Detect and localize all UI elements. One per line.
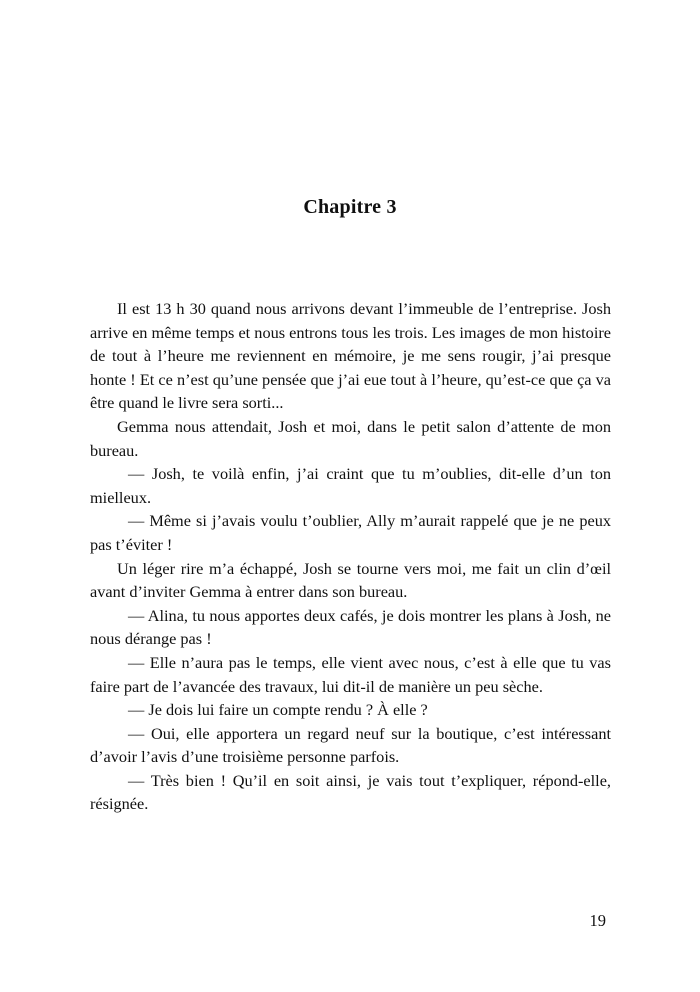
paragraph-2: Gemma nous attendait, Josh et moi, dans le petit salon d’attente de mon bureau.	[90, 416, 611, 460]
paragraph-10-dialogue: — Très bien ! Qu’il en soit ainsi, je vais tout t’expliquer, répond-elle, résignée.	[90, 770, 611, 814]
chapter-body	[90, 297, 611, 816]
paragraph-4-dialogue: — Même si j’avais voulu t’oublier, Ally m’aurait rappelé que je ne peux pas t’éviter !	[90, 511, 611, 554]
paragraph-8-dialogue: — Je dois lui faire un compte rendu ? À elle ?	[128, 700, 428, 720]
paragraph-6-dialogue: — Alina, tu nous apportes deux cafés, je dois montrer les plans à Josh, ne nous dérange pas !	[90, 605, 611, 649]
chapter-title: Chapitre 3	[303, 196, 397, 218]
page-number: 19	[589, 911, 606, 930]
paragraph-9-dialogue: — Oui, elle apportera un regard neuf sur la boutique, c’est intéressant d’avoir l’avis d’une troisième personne parfois.	[90, 723, 611, 767]
paragraph-1: Il est 13 h 30 quand nous arrivons devant l’immeuble de l’entreprise. Josh arrive en même temps et nous entrons tous les trois. Les images de mon histoire de tout à l’heure me reviennent en mémoire, je me sens rougir, j’ai presque honte ! Et ce n’est qu’une pensée que j’ai eue tout à l’heure, qu’est-ce que ça va être quand le livre sera sorti...	[90, 299, 611, 413]
paragraph-3-dialogue: — Josh, te voilà enfin, j’ai craint que tu m’oublies, dit-elle d’un ton mielleux.	[90, 464, 611, 507]
paragraph-5: Un léger rire m’a échappé, Josh se tourne vers moi, me fait un clin d’œil avant d’inviter Gemma à entrer dans son bureau.	[90, 558, 611, 602]
paragraph-7-dialogue: — Elle n’aura pas le temps, elle vient avec nous, c’est à elle que tu vas faire part de l’avancée des travaux, lui dit-il de manière un peu sèche.	[90, 652, 611, 696]
